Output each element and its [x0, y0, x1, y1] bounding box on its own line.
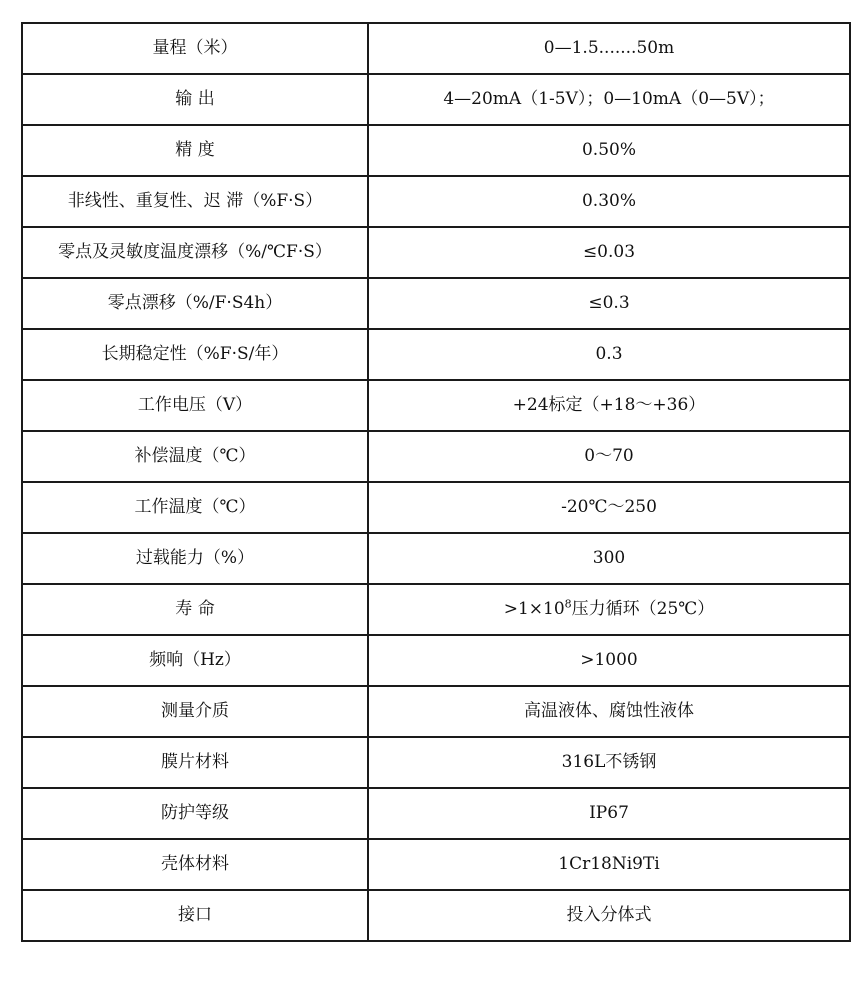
table-row-nonlinearity — [22, 176, 850, 227]
life-value-exponent: 8 — [564, 597, 572, 611]
value-cell: ≤0.3 — [368, 278, 850, 329]
param-cell: 零点漂移（%/F·S4h） — [22, 278, 368, 329]
table-row-life — [22, 584, 850, 635]
table-row-overload — [22, 533, 850, 584]
param-cell: 零点及灵敏度温度漂移（%/℃F·S） — [22, 227, 368, 278]
table-row-zero-drift — [22, 278, 850, 329]
spec-table — [21, 22, 851, 942]
table-row-voltage — [22, 380, 850, 431]
param-cell: 接口 — [22, 890, 368, 941]
param-cell: 过载能力（%） — [22, 533, 368, 584]
table-row-interface — [22, 890, 850, 941]
table-row-temp-drift — [22, 227, 850, 278]
table-row-work-temp — [22, 482, 850, 533]
value-cell: 300 — [368, 533, 850, 584]
param-cell: 工作温度（℃） — [22, 482, 368, 533]
table-row-accuracy — [22, 125, 850, 176]
value-cell: 0.50% — [368, 125, 850, 176]
param-cell: 工作电压（V） — [22, 380, 368, 431]
param-cell: 测量介质 — [22, 686, 368, 737]
value-cell: 316L不锈钢 — [368, 737, 850, 788]
table-row-housing — [22, 839, 850, 890]
param-cell: 频响（Hz） — [22, 635, 368, 686]
param-cell: 精 度 — [22, 125, 368, 176]
param-cell: 防护等级 — [22, 788, 368, 839]
value-cell: 高温液体、腐蚀性液体 — [368, 686, 850, 737]
table-row-output — [22, 74, 850, 125]
table-row-comp-temp — [22, 431, 850, 482]
value-cell — [368, 584, 850, 635]
life-value-post: 压力循环（25℃） — [571, 599, 715, 620]
param-cell: 长期稳定性（%F·S/年） — [22, 329, 368, 380]
value-cell: 0—1.5.......50m — [368, 23, 850, 74]
table-row-frequency — [22, 635, 850, 686]
value-cell: 0.30% — [368, 176, 850, 227]
value-cell: 0～70 — [368, 431, 850, 482]
value-cell: 0.3 — [368, 329, 850, 380]
life-value-pre: >1×10 — [503, 599, 565, 620]
spec-table-body — [22, 23, 850, 941]
table-row-range — [22, 23, 850, 74]
param-cell: 量程（米） — [22, 23, 368, 74]
value-cell: 投入分体式 — [368, 890, 850, 941]
value-cell: 1Cr18Ni9Ti — [368, 839, 850, 890]
value-cell: 4—20mA（1-5V）；0—10mA（0—5V）； — [368, 74, 850, 125]
table-row-protection — [22, 788, 850, 839]
value-cell: +24标定（+18～+36） — [368, 380, 850, 431]
table-row-medium — [22, 686, 850, 737]
param-cell: 寿 命 — [22, 584, 368, 635]
param-cell: 输 出 — [22, 74, 368, 125]
value-cell: >1000 — [368, 635, 850, 686]
value-cell: -20℃～250 — [368, 482, 850, 533]
param-cell: 非线性、重复性、迟 滞（%F·S） — [22, 176, 368, 227]
table-row-diaphragm — [22, 737, 850, 788]
param-cell: 膜片材料 — [22, 737, 368, 788]
value-cell: ≤0.03 — [368, 227, 850, 278]
table-row-stability — [22, 329, 850, 380]
param-cell: 补偿温度（℃） — [22, 431, 368, 482]
value-cell: IP67 — [368, 788, 850, 839]
param-cell: 壳体材料 — [22, 839, 368, 890]
